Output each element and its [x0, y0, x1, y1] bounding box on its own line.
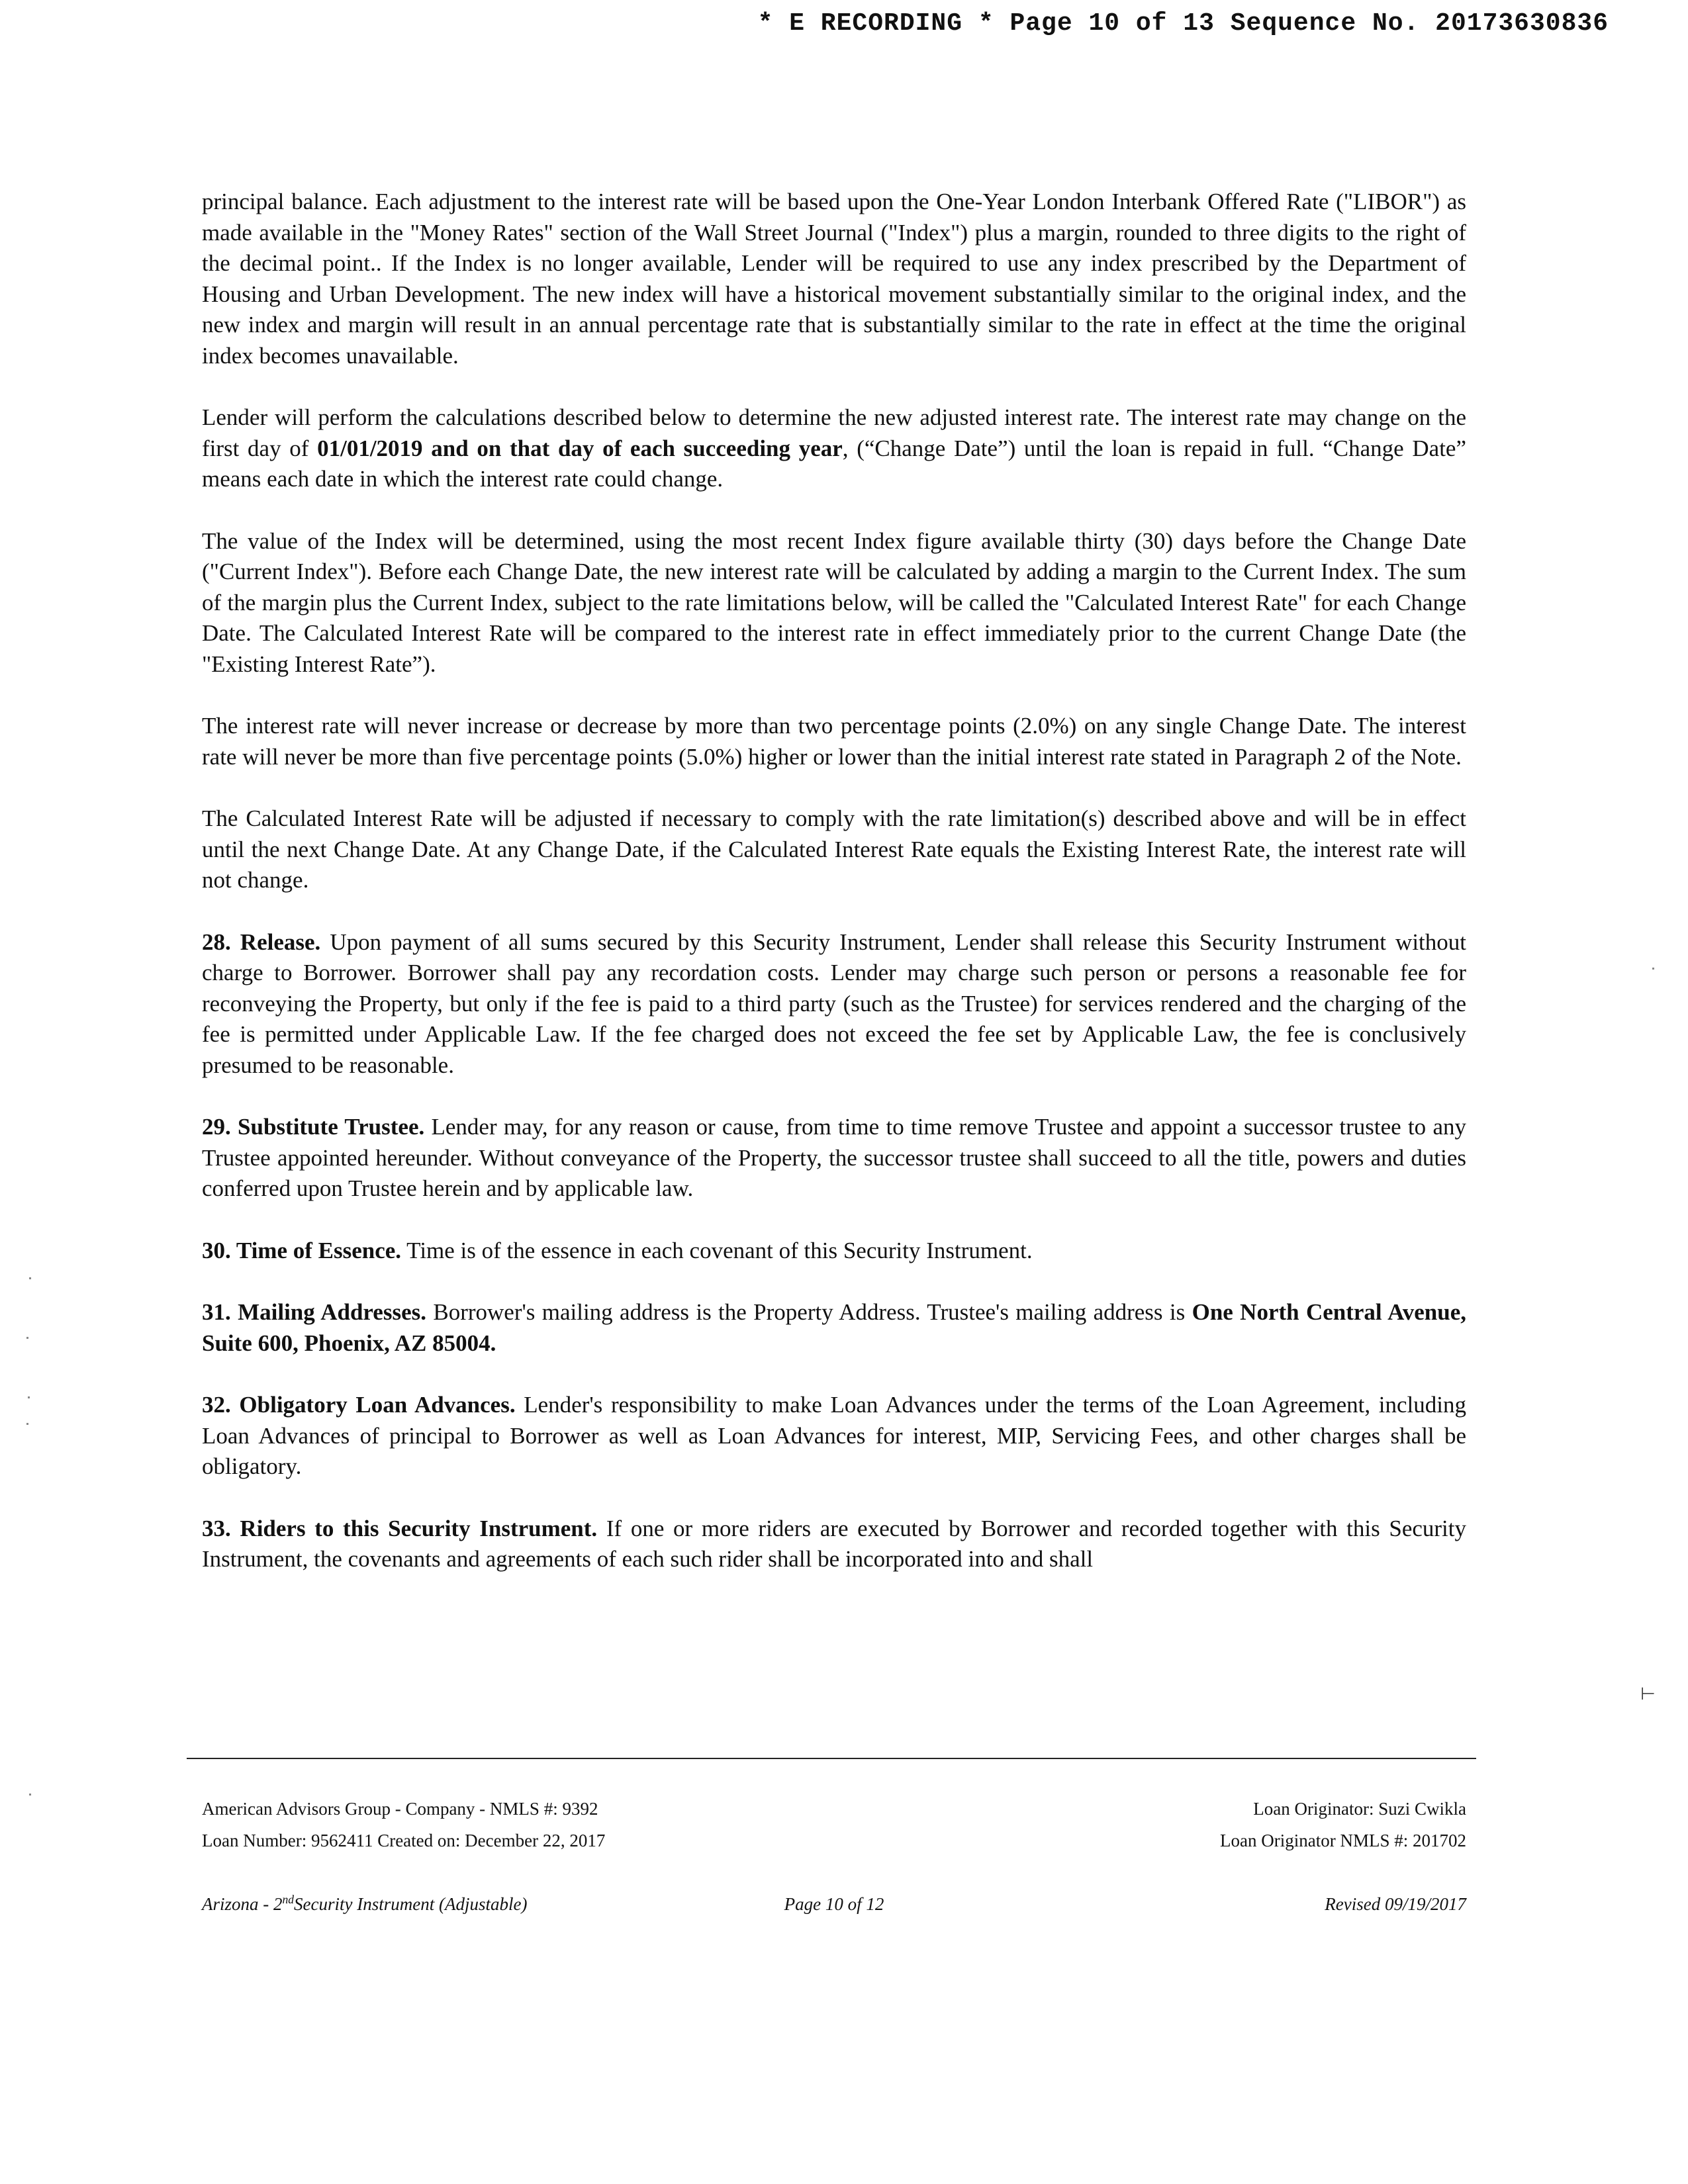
- loan-number: Loan Number: 9562411 Created on: December 22, 2017: [202, 1831, 606, 1850]
- section-heading: 29. Substitute Trustee.: [202, 1114, 425, 1140]
- edge-mark-icon: ⊢: [1640, 1684, 1656, 1704]
- section-31-mailing-addresses: [202, 1297, 1466, 1359]
- section-text: Time is of the essence in each covenant of this Security Instrument.: [401, 1237, 1033, 1263]
- section-28-release: [202, 927, 1466, 1081]
- form-title-superscript: nd: [282, 1893, 295, 1906]
- section-text: Lender may, for any reason or cause, from time to time remove Trustee and appoint a successor trustee to any Trustee appointed hereunder. Without conveyance of the Property, the successor trustee shall succeed to all the title, powers and duties conferred upon Trustee herein and by applicable law.: [202, 1114, 1466, 1201]
- scan-speck: [26, 1423, 28, 1425]
- recording-stamp: * E RECORDING * Page 10 of 13 Sequence No. 20173630836: [757, 9, 1609, 38]
- scan-speck: [26, 1337, 28, 1339]
- section-heading: 33. Riders to this Security Instrument.: [202, 1515, 598, 1541]
- scan-speck: [28, 1396, 30, 1398]
- trustee-address: One North Central Avenue, Suite 600, Phoenix, AZ 85004.: [202, 1299, 1467, 1356]
- footer-divider: [187, 1758, 1476, 1759]
- change-date-bold: 01/01/2019 and on that day of each succeeding year: [317, 435, 843, 461]
- paragraph-rate-limits: The interest rate will never increase or decrease by more than two percentage points (2.0%) on any single Change Date. The interest rate will never be more than five percentage points (5.0%) higher or lower than the initial interest rate stated in Paragraph 2 of the Note.: [202, 713, 1466, 770]
- section-30-time-of-essence: [202, 1236, 1466, 1267]
- form-title: [202, 1894, 745, 1915]
- section-29-substitute-trustee: [202, 1112, 1466, 1205]
- loan-originator: Loan Originator: Suzi Cwikla: [1253, 1799, 1466, 1819]
- revised-date: Revised 09/19/2017: [1325, 1894, 1466, 1914]
- originator-nmls: Loan Originator NMLS #: 201702: [1220, 1831, 1466, 1850]
- scan-speck: [29, 1277, 31, 1279]
- section-text: If one or more riders are executed by Borrower and recorded together with this Security Instrument, the covenants and agreements of each such rider shall be incorporated into and shall: [202, 1515, 1466, 1572]
- paragraph-change-date: [202, 402, 1466, 495]
- change-date-text-start: Lender will perform the calculations described below to determine the new adjusted interest rate. The interest rate may change on the first day of: [202, 404, 1466, 461]
- scan-speck: [29, 1794, 31, 1796]
- footer-row-form: [202, 1894, 1466, 1915]
- section-text: Upon payment of all sums secured by this Security Instrument, Lender shall release this Security Instrument without charge to Borrower. Borrower shall pay any recordation costs. Lender may charge such person or persons a reasonable fee for reconveying the Property, but only if the fee is paid to a third party (such as the Trustee) for services rendered and the charging of the fee is permitted under Applicable Law. If the fee charged does not exceed the fee set by Applicable Law, the fee is conclusively presumed to be reasonable.: [202, 929, 1467, 1078]
- section-32-obligatory-loan-advances: [202, 1390, 1466, 1482]
- section-text: Borrower's mailing address is the Property Address. Trustee's mailing address is: [426, 1299, 1192, 1325]
- scan-speck: [1652, 968, 1654, 970]
- section-heading: 31. Mailing Addresses.: [202, 1299, 426, 1325]
- form-title-prefix: Arizona - 2: [202, 1894, 283, 1914]
- company-nmls: American Advisors Group - Company - NMLS #: 9392: [202, 1799, 598, 1819]
- section-text: Lender's responsibility to make Loan Advances under the terms of the Loan Agreement, including Loan Advances of principal to Borrower as well as Loan Advances for interest, MIP, Servicing Fees, and other charges shall be obligatory.: [202, 1392, 1466, 1479]
- document-body: [202, 187, 1466, 1575]
- footer-row-company: [202, 1799, 1466, 1819]
- section-heading: 30. Time of Essence.: [202, 1237, 402, 1263]
- form-title-suffix: Security Instrument (Adjustable): [294, 1894, 528, 1914]
- paragraph-calculated-rate: The Calculated Interest Rate will be adjusted if necessary to comply with the rate limitation(s) described above and will be in effect until the next Change Date. At any Change Date, if the Calculated Interest Rate equals the Existing Interest Rate, the interest rate will not change.: [202, 805, 1466, 893]
- section-heading: 28. Release.: [202, 929, 321, 955]
- page-number: Page 10 of 12: [784, 1894, 884, 1914]
- paragraph-index-adjustment: principal balance. Each adjustment to the interest rate will be based upon the One-Year London Interbank Offered Rate ("LIBOR") as made available in the "Money Rates" section of the Wall Street Journal ("Index") plus a margin, rounded to three digits to the right of the decimal point.. If the Index is no longer available, Lender will be required to use any index prescribed by the Department of Housing and Urban Development. The new index will have a historical movement substantially similar to the original index, and the new index and margin will result in an annual percentage rate that is substantially similar to the rate in effect at the time the original index becomes unavailable.: [202, 189, 1466, 369]
- change-date-text-end: , (“Change Date”) until the loan is repaid in full. “Change Date” means each date in which the interest rate could change.: [202, 435, 1466, 492]
- paragraph-current-index: The value of the Index will be determined, using the most recent Index figure available thirty (30) days before the Change Date ("Current Index"). Before each Change Date, the new interest rate will be calculated by adding a margin to the Current Index. The sum of the margin plus the Current Index, subject to the rate limitations below, will be called the "Calculated Interest Rate" for each Change Date. The Calculated Interest Rate will be compared to the interest rate in effect immediately prior to the current Change Date (the "Existing Interest Rate”).: [202, 527, 1466, 677]
- section-heading: 32. Obligatory Loan Advances.: [202, 1392, 516, 1418]
- footer-row-loan: [202, 1831, 1466, 1851]
- section-33-riders: [202, 1514, 1466, 1575]
